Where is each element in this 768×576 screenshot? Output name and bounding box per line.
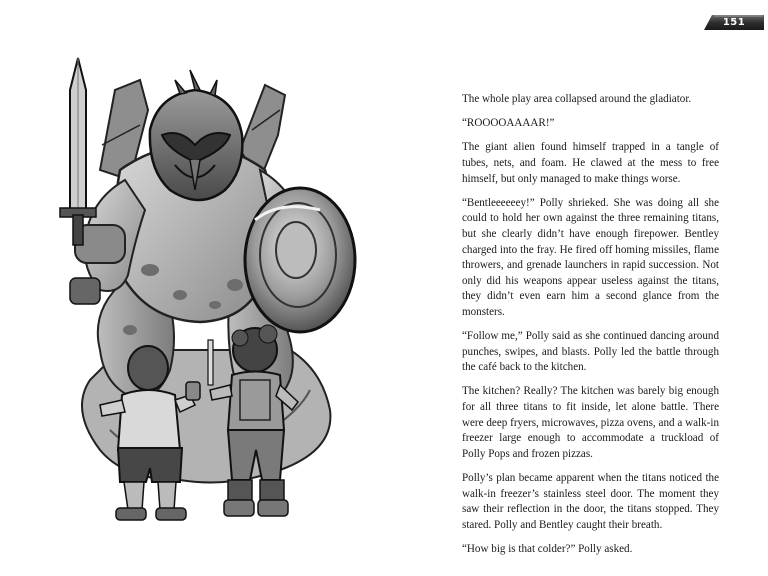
gladiator-titan-illustration — [30, 50, 370, 540]
paragraph: “ROOOOAAAAR!” — [462, 117, 555, 130]
page-number-tab — [704, 15, 764, 30]
paragraph: “How big is that colder?” Polly asked. — [462, 543, 633, 555]
paragraph: The giant alien found himself trapped in a tangle of tubes, nets, and foam. He clawed at the mess to free himself, but only managed to make things worse. — [462, 141, 719, 185]
paragraph: Polly’s plan became apparent when the titans noticed the walk-in freezer’s stainless steel door. The moment they saw their reflection in the door, the titans stopped. They stared. Polly and Bentley caught their breath. — [462, 472, 719, 531]
illustration-drawing — [30, 50, 370, 540]
paragraph: “Bentleeeeeey!” Polly shrieked. She was doing all she could to hold her own against the three remaining titans, but she clearly didn’t have enough firepower. Bentley charged into the fray. He fired off homing missiles, flame throwers, and grenade launchers in rapid succession. Not only did his weapons appear useless against the titans, they didn’t even earn him a second glance from the monsters. — [462, 196, 719, 318]
story-text-column — [462, 92, 719, 566]
paragraph: The kitchen? Really? The kitchen was barely big enough for all three titans to fit inside, let alone battle. There were deep fryers, microwaves, pizza ovens, and a walk-in freezer large enough to accommodate a truckload of Polly Pops and frozen pizzas. — [462, 385, 719, 460]
page-number: 151 — [722, 17, 746, 28]
paragraph: “Follow me,” Polly said as she continued dancing around punches, swipes, and blasts. Polly led the battle through the café back to the kitchen. — [462, 330, 719, 374]
paragraph: The whole play area collapsed around the gladiator. — [462, 93, 692, 105]
